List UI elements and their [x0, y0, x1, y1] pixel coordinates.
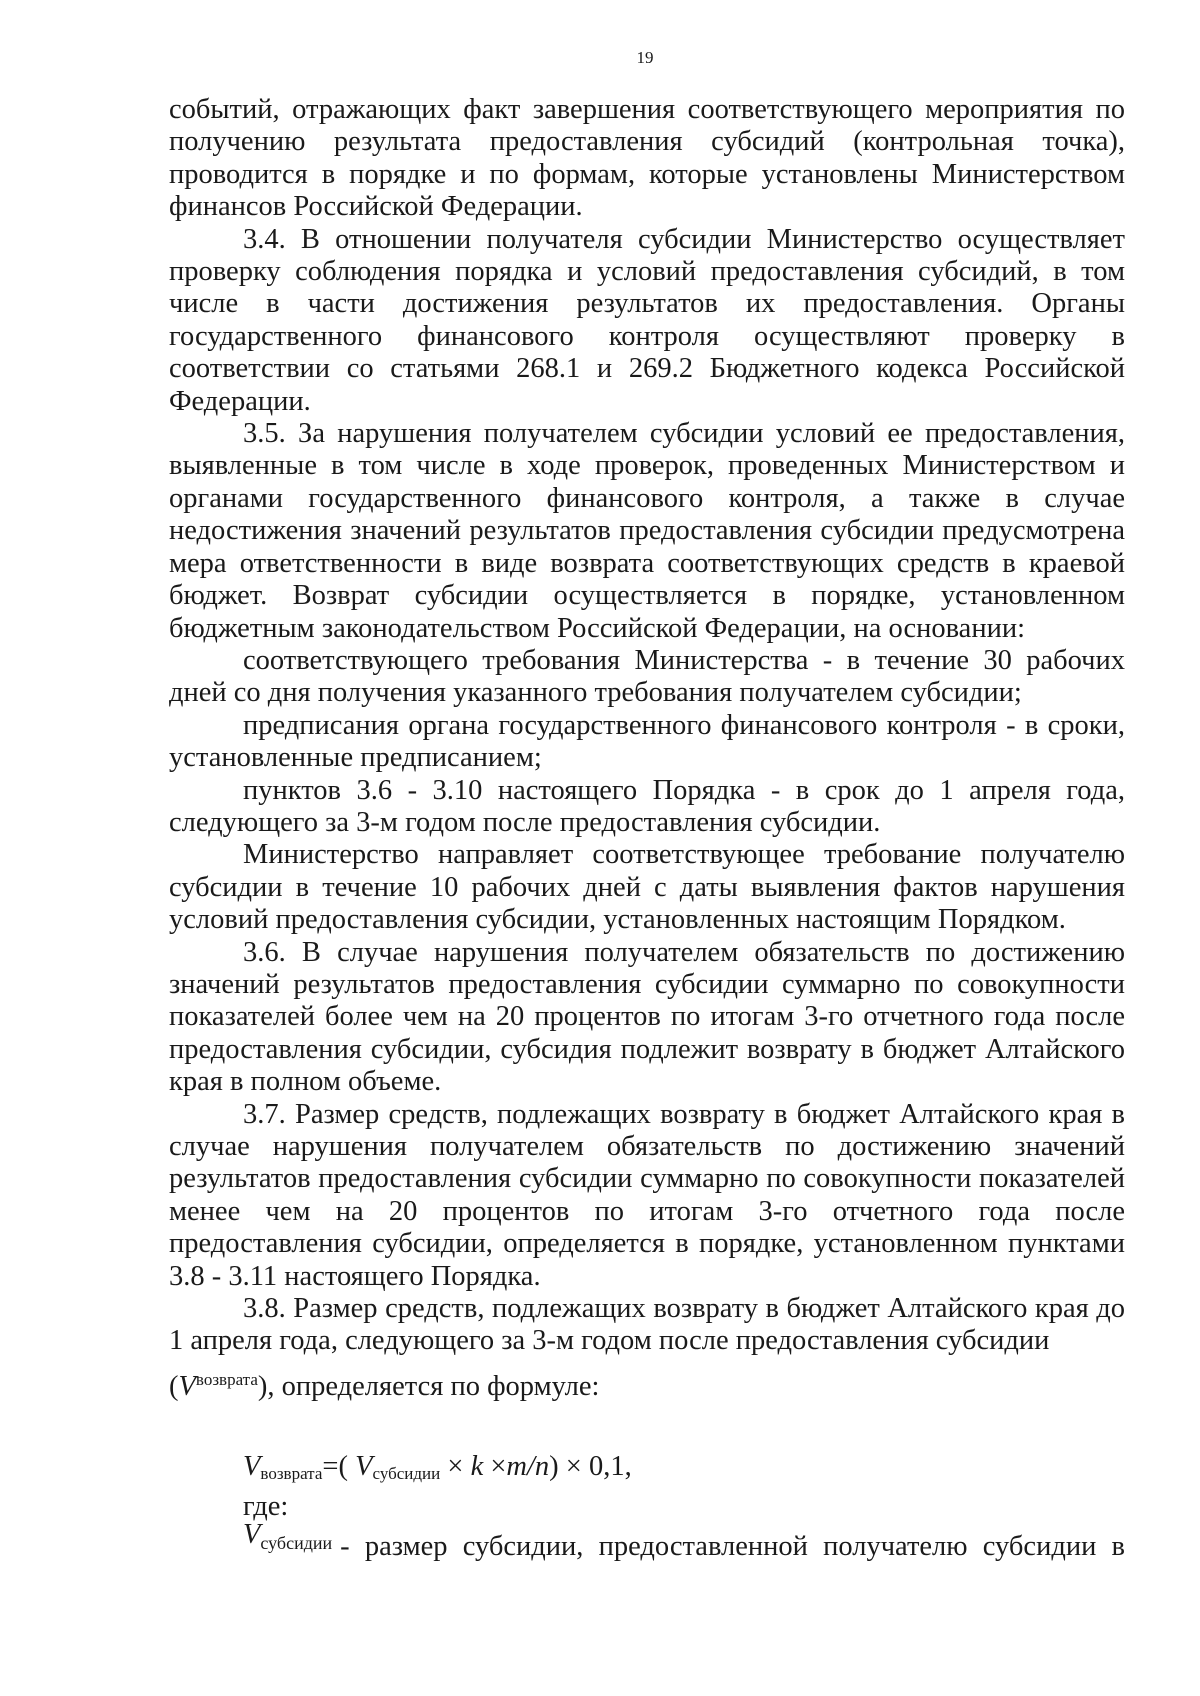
paragraph-3-4: 3.4. В отношении получателя субсидии Министерство осуществляет проверку соблюдения порядка и условий предоставления субсидий, в том числе в части достижения результатов их предоставления. Органы государственного финансового контроля осуществляют проверку в соответствии со статьями 268.1 и 269.2 Бюджетного кодекса Российской Федерации. — [169, 223, 1125, 417]
definition-v-subsidy — [169, 1519, 1125, 1571]
paragraph-continuation: событий, отражающих факт завершения соответствующего мероприятия по получению результата предоставления субсидий (контрольная точка), проводится в порядке и по формам, которые установлены Министерством финансов Российской Федерации. — [169, 94, 1125, 223]
paragraph-ministry-requirement: Министерство направляет соответствующее требование получателю субсидии в течение 10 рабочих дней с даты выявления фактов нарушения условий предоставления субсидии, установленных настоящим Порядком. — [169, 839, 1125, 936]
formula-times-2: × — [483, 1451, 507, 1483]
formula-v-subsidy: V — [355, 1451, 373, 1483]
paragraph-3-8-tail-text: ), определяется по формуле: — [257, 1370, 600, 1402]
formula-sub-return: возврата — [260, 1464, 323, 1484]
v-return-subscript: возврата — [195, 1369, 258, 1389]
formula-tail: ) × 0,1, — [549, 1451, 632, 1483]
paragraph-3-8-tail — [169, 1364, 1125, 1403]
definition-symbol-subscript: субсидии — [260, 1533, 333, 1554]
paren-open: ( — [169, 1370, 179, 1402]
page-number: 19 — [636, 48, 654, 67]
paragraph-3-6: 3.6. В случае нарушения получателем обязательств по достижению значений результатов предоставления субсидии суммарно по совокупности показателей более чем на 20 процентов по итогам 3-го отчетного года после предоставления субсидии, субсидия подлежит возврату в бюджет Алтайского края в полном объеме. — [169, 936, 1125, 1098]
formula-v-return: V — [243, 1451, 261, 1483]
formula-eq: =( — [322, 1451, 356, 1483]
formula-mn: m/n — [506, 1451, 550, 1483]
paragraph-basis-points: пунктов 3.6 - 3.10 настоящего Порядка - в срок до 1 апреля года, следующего за 3-м годом после предоставления субсидии. — [169, 774, 1125, 838]
v-return-letter: V — [178, 1370, 196, 1402]
definition-symbol-letter: V — [243, 1519, 261, 1551]
paragraph-3-5: 3.5. За нарушения получателем субсидии условий ее предоставления, выявленные в том числе в ходе проверок, проведенных Министерством и органами государственного финансового контроля, а также в случае недостижения значений результатов предоставления субсидии предусмотрена мера ответственности в виде возврата соответствующих средств в краевой бюджет. Возврат субсидии осуществляется в порядке, установленном бюджетным законодательством Российской Федерации, на основании: — [169, 418, 1125, 644]
v-return-symbol — [179, 1371, 258, 1402]
formula-sub-subsidy: субсидии — [372, 1464, 441, 1484]
paragraph-3-7: 3.7. Размер средств, подлежащих возврату в бюджет Алтайского края в случае нарушения получателем обязательств по достижению значений результатов предоставления субсидии суммарно по совокупности показателей менее чем на 20 процентов по итогам 3-го отчетного года после предоставления субсидии, определяется в порядке, установленном пунктами 3.8 - 3.11 настоящего Порядка. — [169, 1098, 1125, 1292]
where-label: где: — [243, 1490, 289, 1522]
document-body — [169, 94, 1125, 1571]
paragraph-basis-requirement: соответствующего требования Министерства - в течение 30 рабочих дней со дня получения указанного требования получателем субсидии; — [169, 644, 1125, 709]
formula-times-1: × — [440, 1451, 471, 1483]
paragraph-basis-prescription: предписания органа государственного финансового контроля - в сроки, установленные предписанием; — [169, 709, 1125, 774]
paragraph-3-8 — [169, 1293, 1125, 1358]
paragraph-3-8-text: 3.8. Размер средств, подлежащих возврату в бюджет Алтайского края до 1 апреля года, следующего за 3-м годом после предоставления субсидии — [169, 1293, 1125, 1357]
definition-text: - размер субсидии, предоставленной получателю субсидии в — [340, 1531, 1125, 1563]
formula-k: k — [470, 1451, 484, 1483]
definition-symbol — [243, 1519, 332, 1559]
return-formula — [243, 1451, 1125, 1490]
